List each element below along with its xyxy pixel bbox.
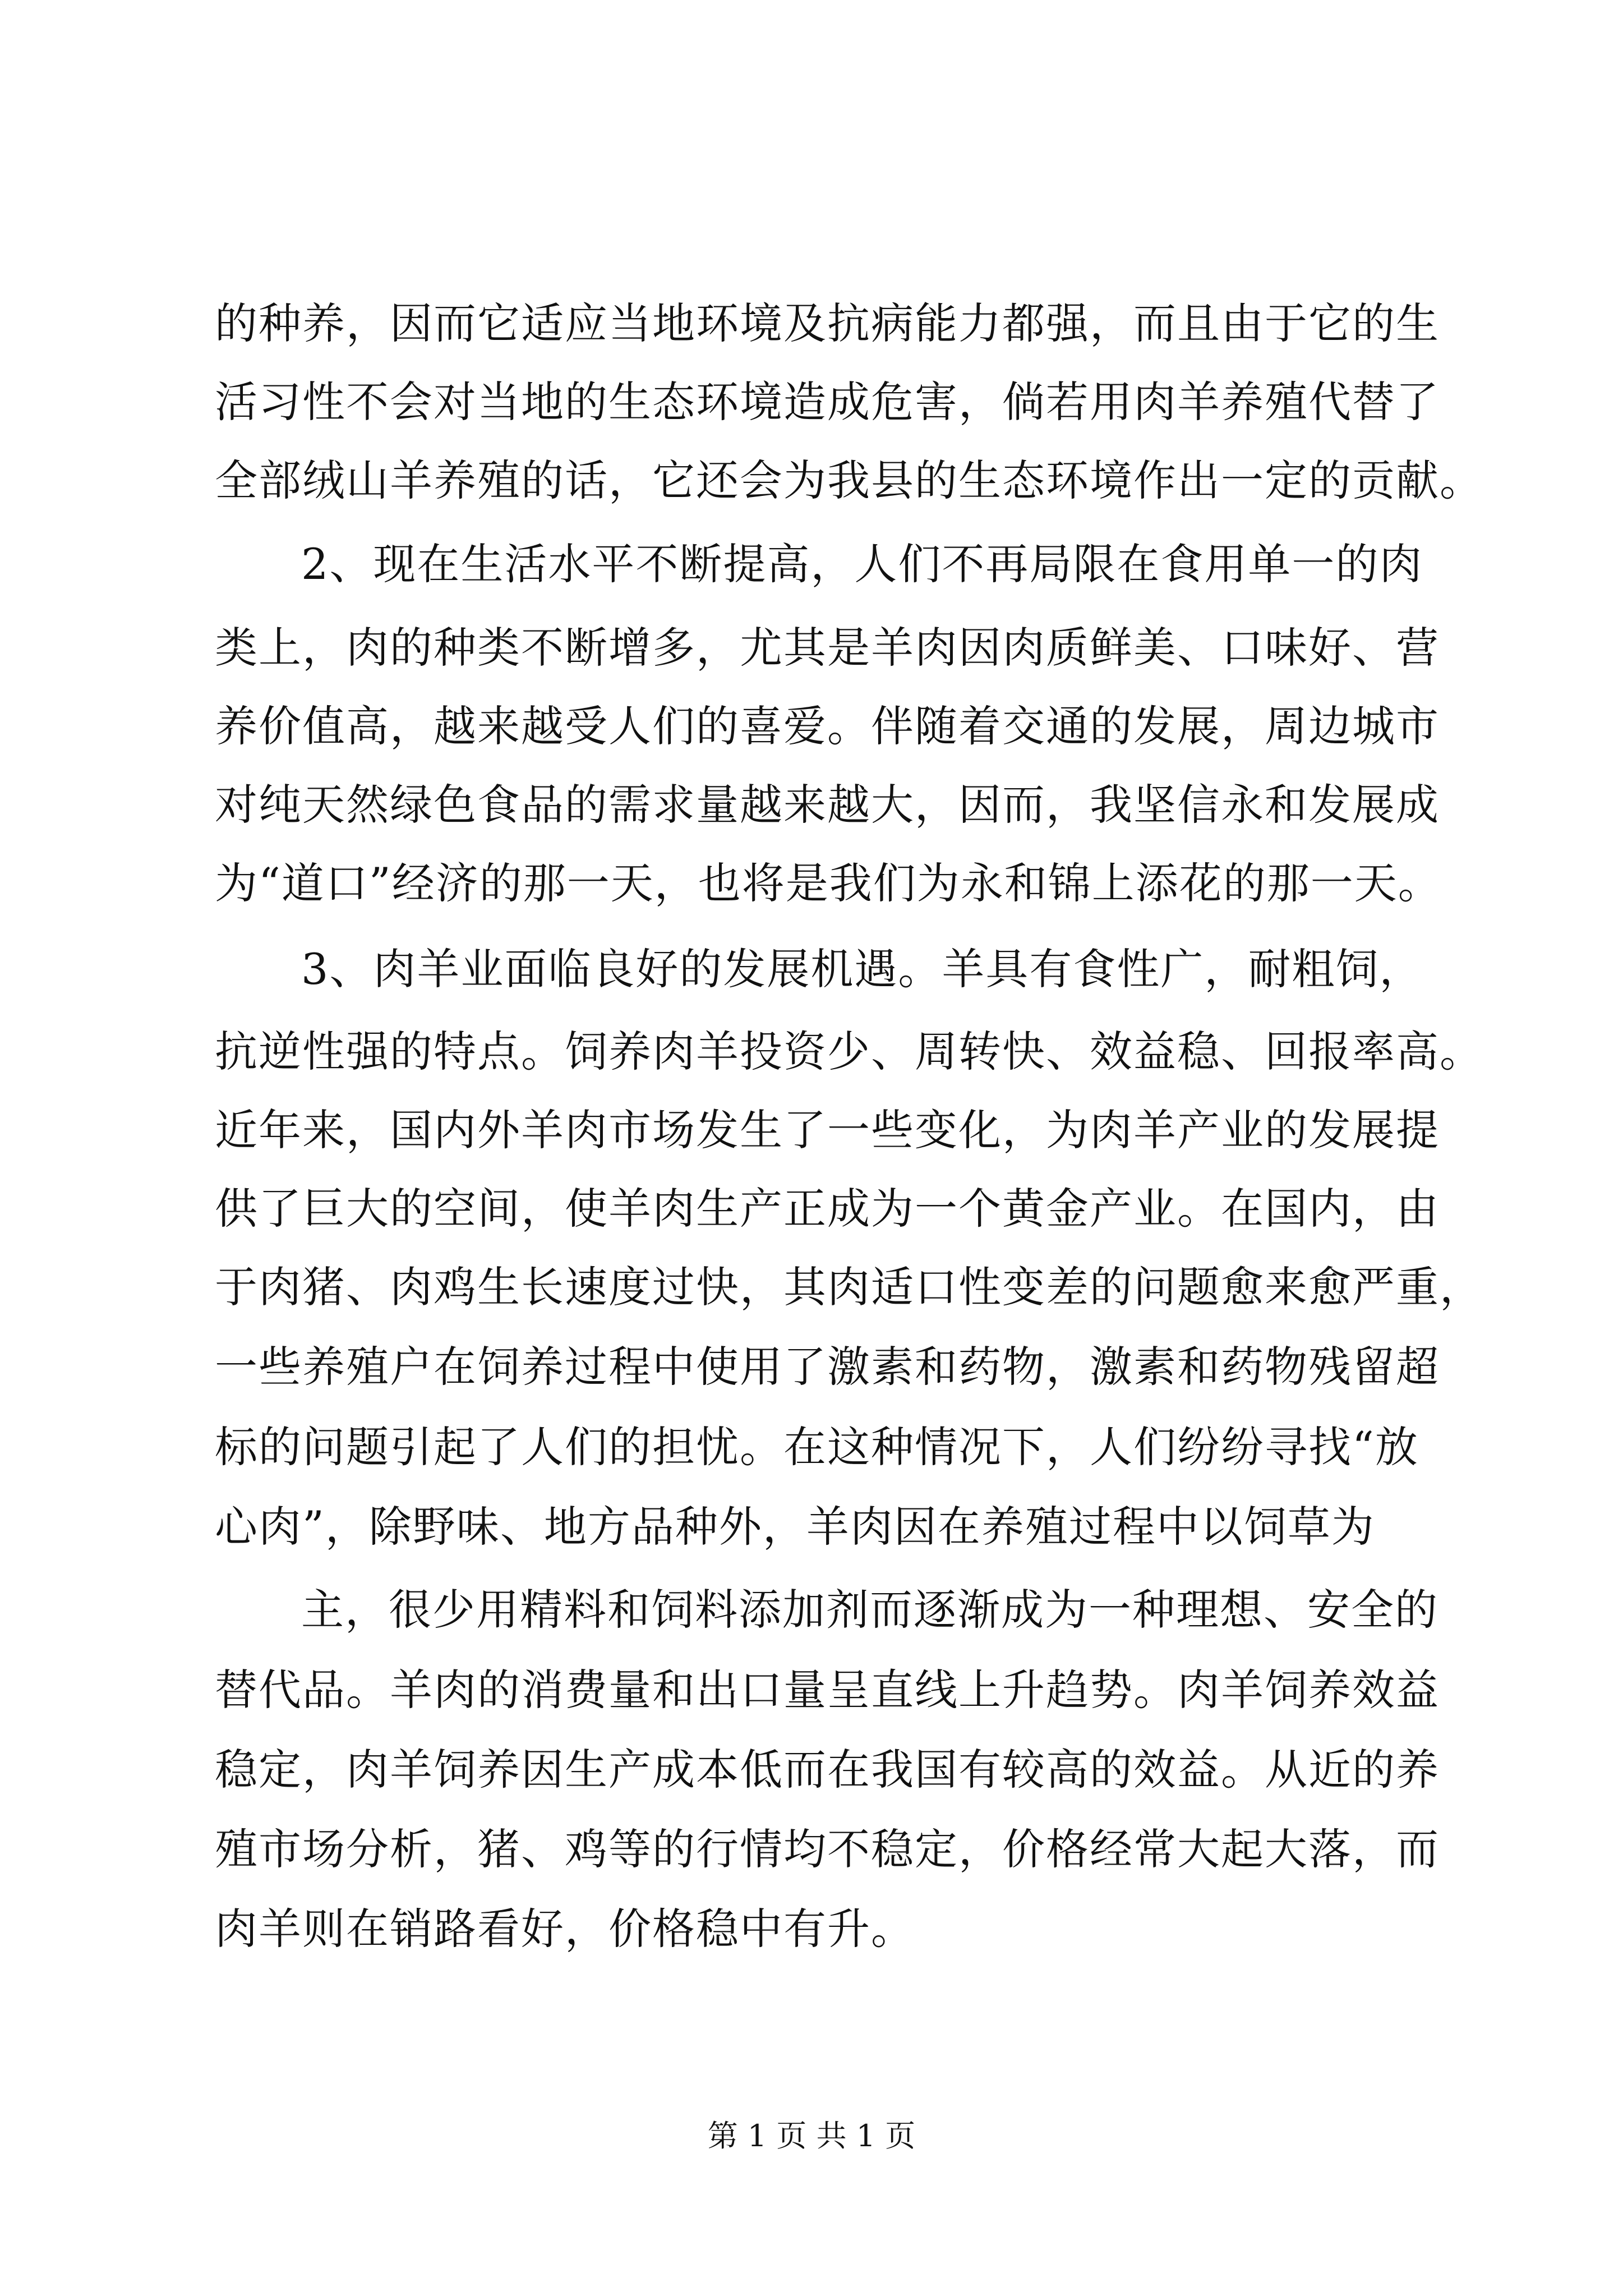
text-line: 稳定，肉羊饲养因生产成本低而在我国有较高的效益。从近的养 xyxy=(215,1745,1440,1795)
text-line: 的种养，因而它适应当地环境及抗病能力都强，而且由于它的生 xyxy=(215,298,1440,348)
text-line: 于肉猪、肉鸡生长速度过快，其肉适口性变差的问题愈来愈严重， xyxy=(215,1262,1483,1312)
text-line: 全部绒山羊养殖的话，它还会为我县的生态环境作出一定的贡献。 xyxy=(215,455,1483,505)
text-line: 抗逆性强的特点。饲养肉羊投资少、周转快、效益稳、回报率高。 xyxy=(215,1027,1483,1076)
text-line: 活习性不会对当地的生态环境造成危害，倘若用肉羊养殖代替了 xyxy=(215,377,1440,427)
text-line: 对纯天然绿色食品的需求量越来越大，因而，我坚信永和发展成 xyxy=(215,780,1440,830)
text-line: 肉羊则在销路看好，价格稳中有升。 xyxy=(215,1904,915,1954)
text-line: 3、肉羊业面临良好的发展机遇。羊具有食性广，耐粗饲， xyxy=(301,944,1423,994)
text-line: 一些养殖户在饲养过程中使用了激素和药物，激素和药物残留超 xyxy=(215,1342,1440,1392)
text-line: 养价值高，越来越受人们的喜爱。伴随着交通的发展，周边城市 xyxy=(215,701,1440,751)
text-line: 近年来，国内外羊肉市场发生了一些变化，为肉羊产业的发展提 xyxy=(215,1105,1440,1155)
text-line: 标的问题引起了人们的担忧。在这种情况下，人们纷纷寻找“放 xyxy=(215,1422,1419,1472)
text-line: 殖市场分析，猪、鸡等的行情均不稳定，价格经常大起大落，而 xyxy=(215,1824,1440,1874)
text-line: 主，很少用精料和饲料添加剂而逐渐成为一种理想、安全的 xyxy=(301,1585,1438,1635)
page-number: 第 1 页 共 1 页 xyxy=(707,2118,916,2154)
text-line: 类上，肉的种类不断增多，尤其是羊肉因肉质鲜美、口味好、营 xyxy=(215,623,1440,673)
text-line: 心肉”，除野味、地方品种外，羊肉因在养殖过程中以饲草为 xyxy=(215,1502,1375,1552)
text-line: 替代品。羊肉的消费量和出口量呈直线上升趋势。肉羊饲养效益 xyxy=(215,1665,1440,1715)
text-line: 为“道口”经济的那一天，也将是我们为永和锦上添花的那一天。 xyxy=(215,858,1442,908)
text-line: 2、现在生活水平不断提高，人们不再局限在食用单一的肉 xyxy=(301,539,1423,589)
text-line: 供了巨大的空间，使羊肉生产正成为一个黄金产业。在国内，由 xyxy=(215,1184,1440,1234)
